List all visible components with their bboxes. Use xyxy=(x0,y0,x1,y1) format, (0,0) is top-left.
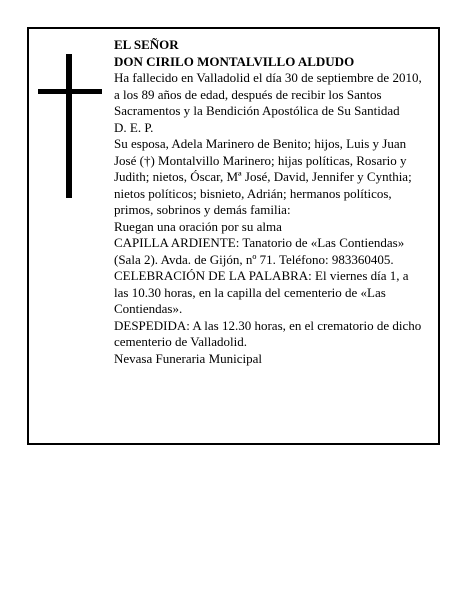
notice-deceased-name: DON CIRILO MONTALVILLO ALDUDO xyxy=(114,53,355,69)
notice-heading-title: EL SEÑOR xyxy=(114,37,179,52)
cross-vertical-bar xyxy=(66,54,72,198)
notice-family-list: Su esposa, Adela Marinero de Benito; hijos, Luis y Juan José (†) Montalvillo Marinero; hijas políticas, Rosario y Judith; nietos, Óscar, Mª José, David, Jennifer y Cynthia; nietos políticos; bisnieto, Adrián; hermanos políticos, primos, sobrinos y demás familia: xyxy=(114,136,412,217)
notice-funeral-home: Nevasa Funeraria Municipal xyxy=(114,350,263,366)
notice-death-announcement: Ha fallecido en Valladolid el día 30 de septiembre de 2010, a los 89 años de edad, después de recibir los Santos Sacramentos y la Bendición Apostólica de Su Santidad xyxy=(114,70,422,118)
cross-horizontal-bar xyxy=(38,89,102,94)
notice-dep: D. E. P. xyxy=(114,119,154,135)
notice-ceremony-info: CELEBRACIÓN DE LA PALABRA: El viernes día 1, a las 10.30 horas, en la capilla del cementerio de «Las Contiendas». xyxy=(114,268,409,316)
notice-farewell-info: DESPEDIDA: A las 12.30 horas, en el crematorio de dicho cementerio de Valladolid. xyxy=(114,317,422,349)
notice-chapel-info: CAPILLA ARDIENTE: Tanatorio de «Las Contiendas» (Sala 2). Avda. de Gijón, nº 71. Teléfono: 983360405. xyxy=(114,235,405,267)
obituary-text xyxy=(114,37,426,367)
cross-icon xyxy=(38,54,102,198)
notice-prayer-request: Ruegan una oración por su alma xyxy=(114,218,282,234)
